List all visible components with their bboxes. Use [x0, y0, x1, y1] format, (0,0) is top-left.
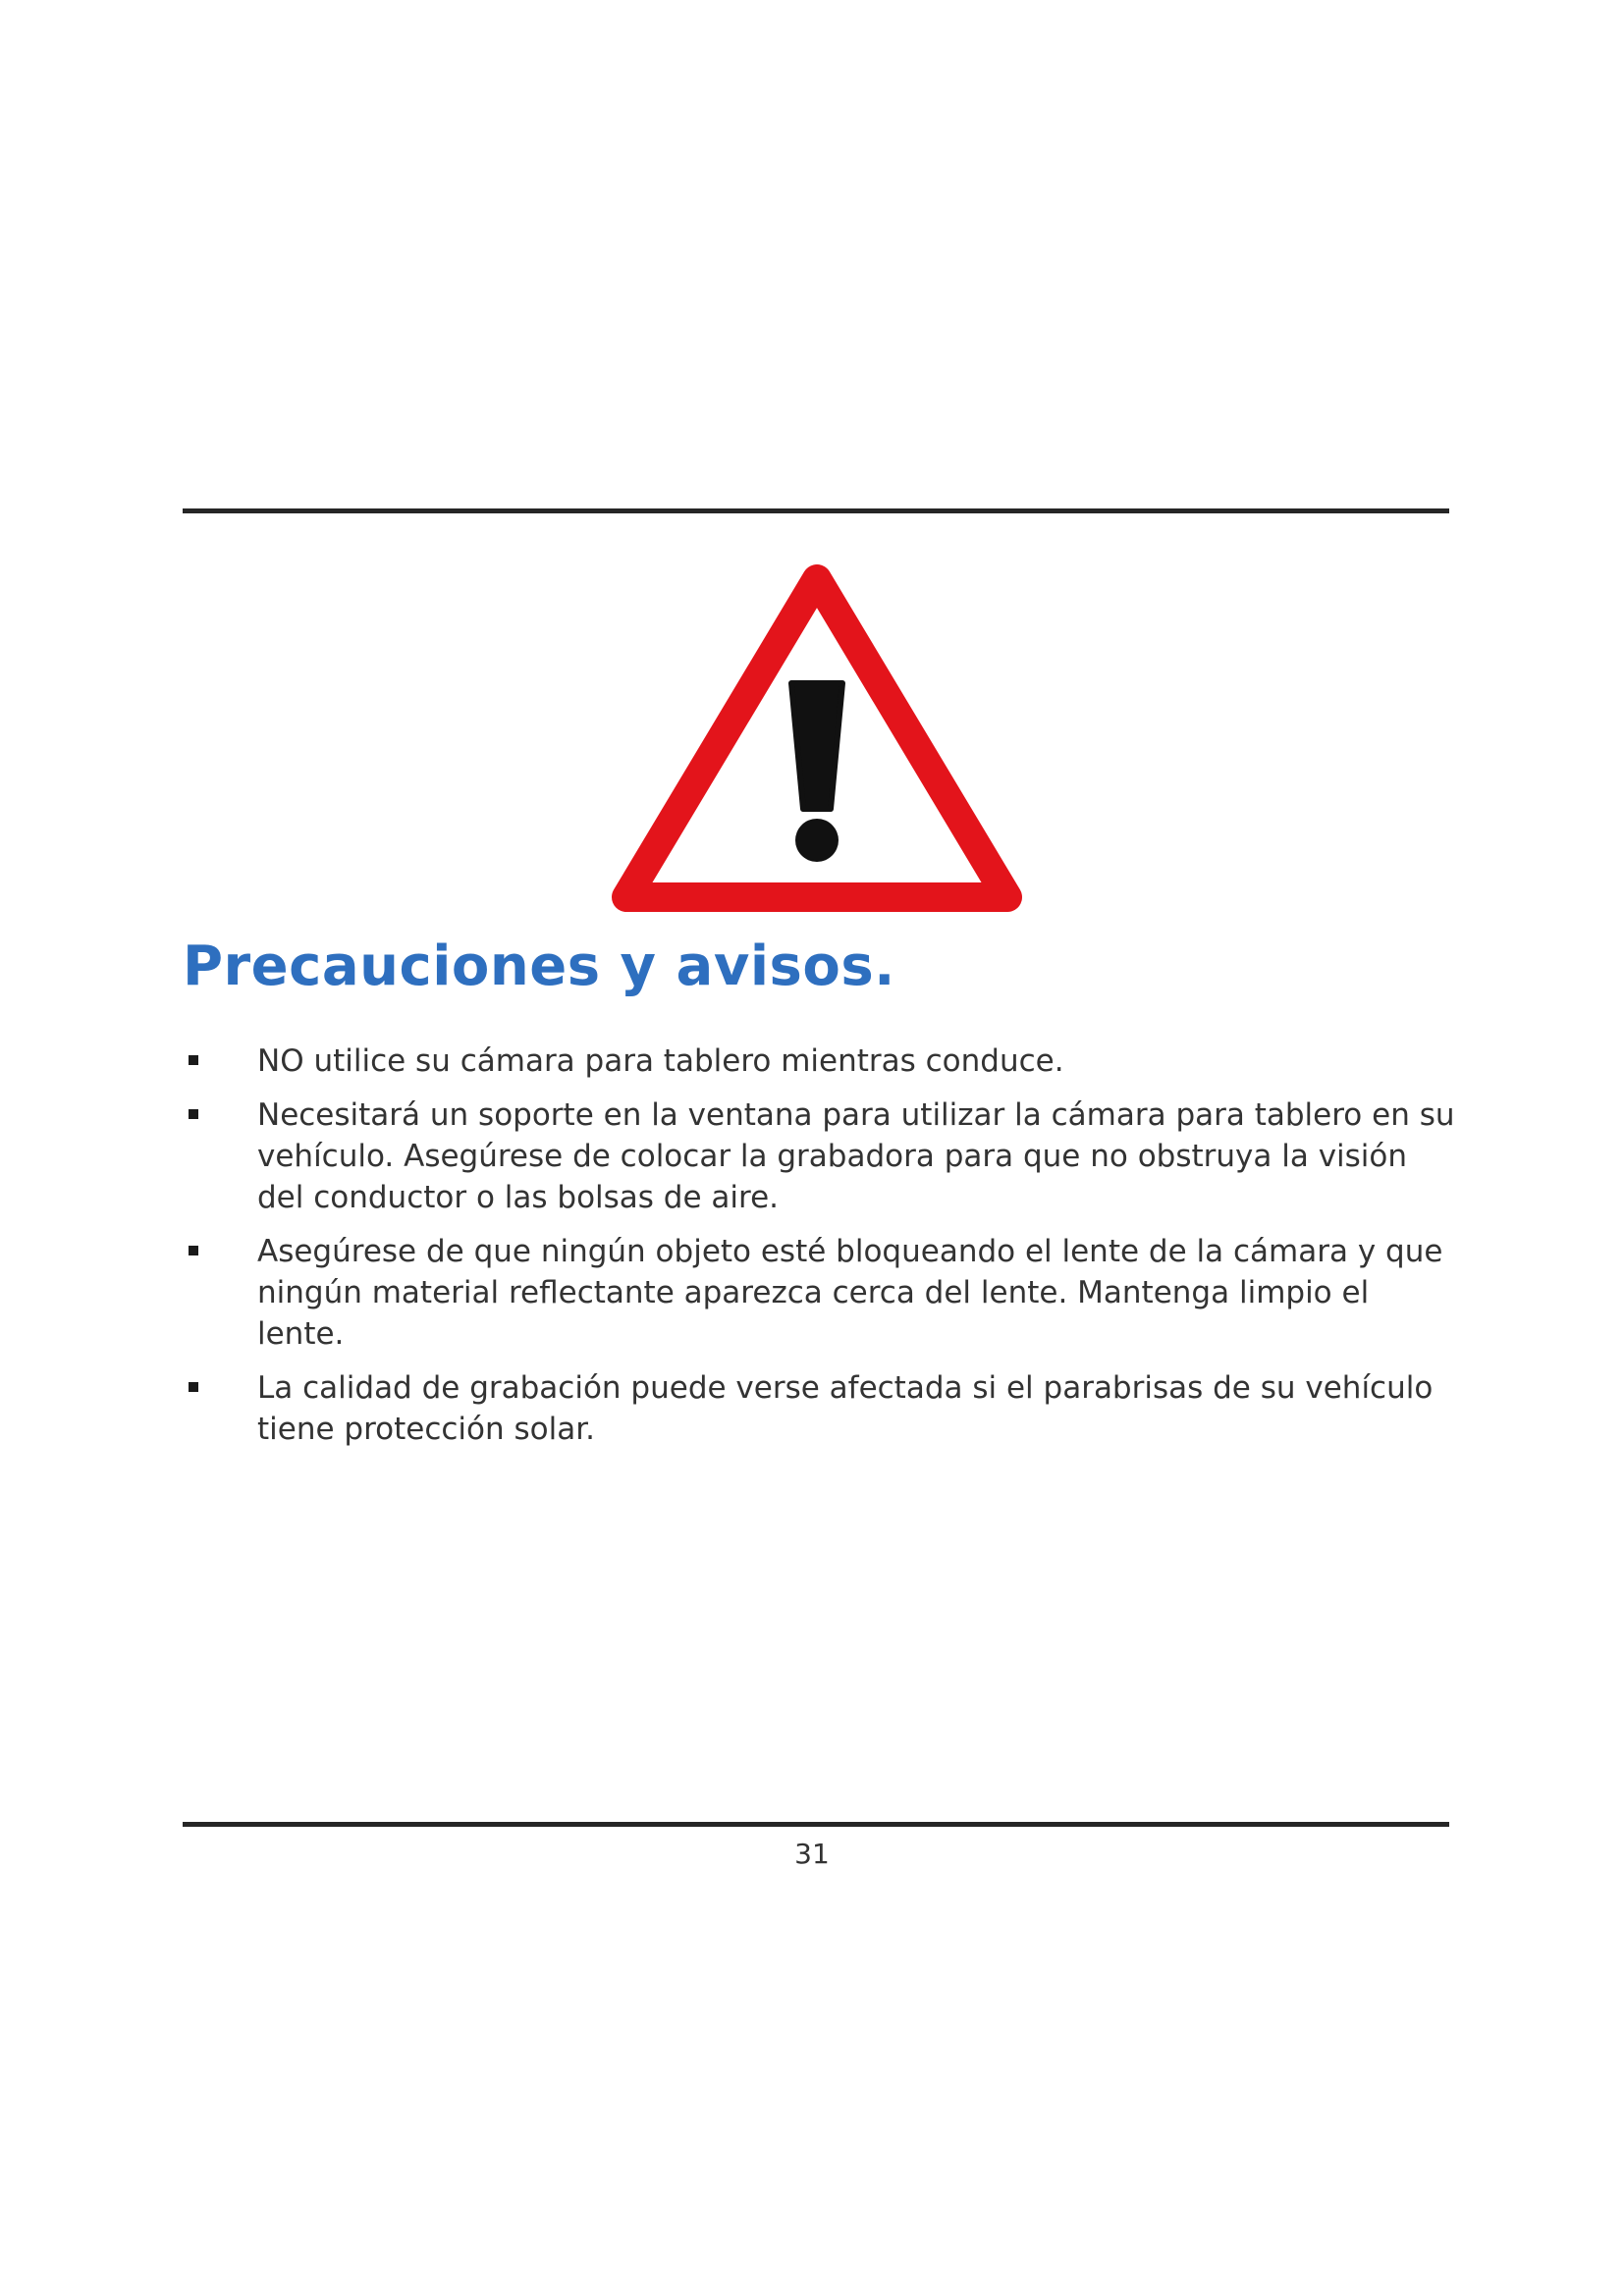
warning-triangle-icon: [611, 561, 1023, 919]
bottom-divider: [183, 1822, 1449, 1827]
square-bullet-icon: [189, 1055, 198, 1065]
list-item-text: La calidad de grabación puede verse afectada si el parabrisas de su vehículo tiene protección solar.: [257, 1370, 1434, 1447]
page-heading: Precauciones y avisos.: [183, 934, 895, 998]
list-item-text: Asegúrese de que ningún objeto esté bloqueando el lente de la cámara y que ningún material reflectante aparezca cerca del lente. Mantenga limpio el lente.: [257, 1234, 1443, 1352]
list-item: [183, 1367, 1459, 1450]
exclamation-bar: [791, 683, 842, 809]
page-number: 31: [794, 1838, 830, 1870]
square-bullet-icon: [189, 1109, 198, 1119]
square-bullet-icon: [189, 1246, 198, 1255]
list-item: [183, 1231, 1459, 1355]
list-item: [183, 1041, 1459, 1082]
list-item-text: NO utilice su cámara para tablero mientras conduce.: [257, 1043, 1064, 1079]
top-divider: [183, 508, 1449, 513]
list-item: [183, 1095, 1459, 1218]
square-bullet-icon: [189, 1382, 198, 1392]
precautions-list: [183, 1041, 1459, 1463]
list-item-text: Necesitará un soporte en la ventana para utilizar la cámara para tablero en su vehículo. Asegúrese de colocar la grabadora para que no obstruya la visión del conductor o las bolsas de aire.: [257, 1097, 1455, 1215]
exclamation-dot: [795, 819, 839, 862]
